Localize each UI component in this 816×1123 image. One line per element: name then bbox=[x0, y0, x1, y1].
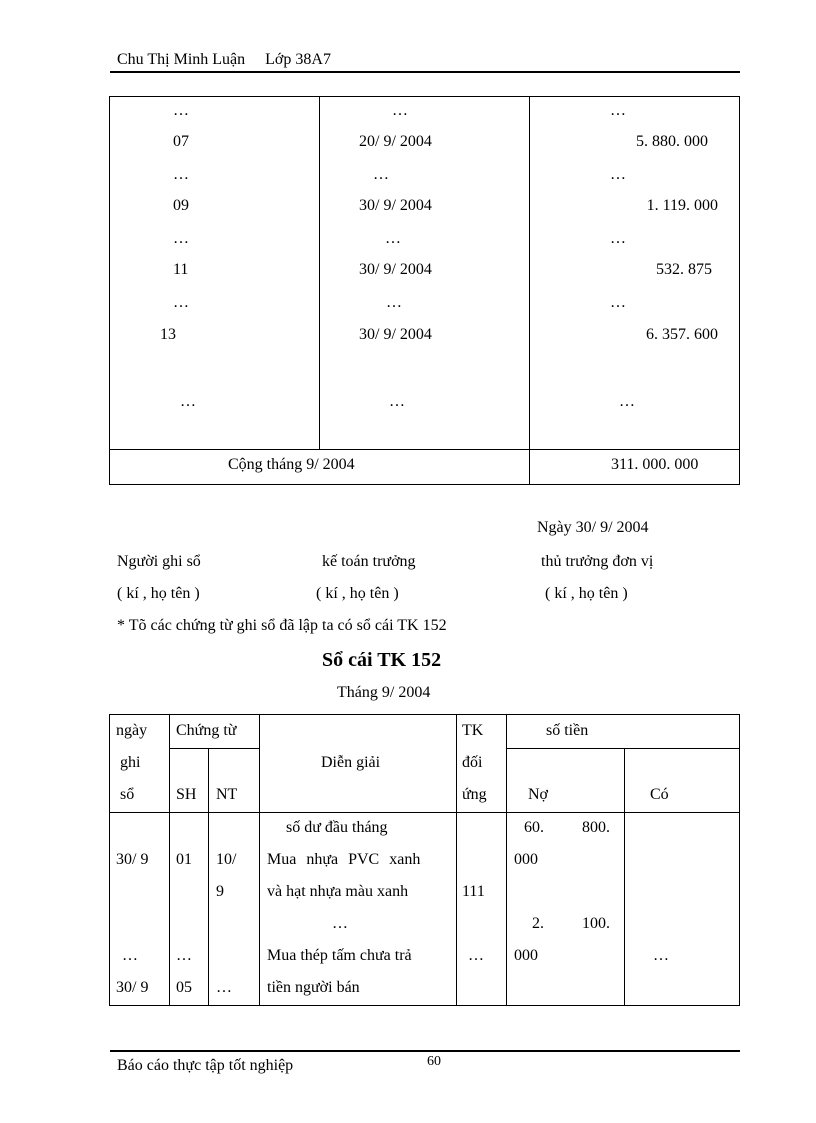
header-divider bbox=[110, 71, 740, 73]
entry-nt: 10/ bbox=[216, 851, 237, 868]
sign-note: ( kí , họ tên ) bbox=[545, 585, 628, 602]
row-divider bbox=[169, 748, 259, 749]
table-cell: 1. 119. 000 bbox=[646, 197, 718, 214]
ledger-title: Sổ cái TK 152 bbox=[322, 649, 442, 671]
entry-tk: 111 bbox=[462, 883, 485, 900]
table-cell: … bbox=[610, 102, 626, 119]
column-divider bbox=[259, 715, 260, 1006]
page-header bbox=[117, 50, 331, 70]
ledger-note: * Tõ các chứng từ ghi sổ đã lập ta có sổ cái TK 152 bbox=[117, 617, 447, 634]
table-cell: … bbox=[610, 294, 626, 311]
page-number: 60 bbox=[427, 1054, 441, 1069]
table-cell: 5. 880. 000 bbox=[636, 133, 708, 150]
entry-description: tiền người bán bbox=[267, 979, 360, 996]
head-of-unit-label: thủ trưởng đơn vị bbox=[541, 553, 654, 570]
table-cell: … bbox=[180, 393, 196, 410]
entry-description: Mua thép tấm chưa trả bbox=[267, 947, 412, 964]
header-debit: Nợ bbox=[528, 786, 549, 803]
header-credit: Có bbox=[650, 786, 669, 803]
column-divider bbox=[506, 715, 507, 1006]
entry-sh: 01 bbox=[176, 851, 192, 868]
table-cell: 532. 875 bbox=[656, 261, 712, 278]
table-cell: … bbox=[389, 393, 405, 410]
header-amount: số tiền bbox=[546, 722, 589, 739]
total-label: Cộng tháng 9/ 2004 bbox=[228, 456, 355, 473]
table-cell: … bbox=[173, 102, 189, 119]
table-cell: … bbox=[386, 294, 402, 311]
column-divider bbox=[169, 715, 170, 1006]
chief-accountant-label: kế toán trưởng bbox=[322, 553, 416, 570]
table-cell: … bbox=[610, 166, 626, 183]
sign-note: ( kí , họ tên ) bbox=[117, 585, 200, 602]
header-description: Diễn giải bbox=[321, 754, 381, 771]
table-cell: … bbox=[173, 230, 189, 247]
amount-part: 000 bbox=[514, 947, 538, 964]
entry-sh: 05 bbox=[176, 979, 192, 996]
table-cell: 30/ 9/ 2004 bbox=[359, 197, 432, 214]
header-tk: ứng bbox=[462, 786, 487, 803]
header-date: sổ bbox=[120, 786, 135, 803]
header-voucher: Chứng từ bbox=[176, 722, 237, 739]
entry-description bbox=[267, 850, 449, 870]
table-cell: 30/ 9/ 2004 bbox=[359, 261, 432, 278]
table-cell: … bbox=[173, 166, 189, 183]
table-cell: … bbox=[373, 166, 389, 183]
header-sh: SH bbox=[176, 786, 197, 803]
table-cell: … bbox=[385, 230, 401, 247]
recorder-label: Người ghi sổ bbox=[117, 553, 201, 570]
table-cell: 30/ 9/ 2004 bbox=[359, 326, 432, 343]
author-name: Chu Thị Minh Luận bbox=[117, 51, 246, 68]
table-cell: 13 bbox=[160, 326, 176, 343]
table-cell: 6. 357. 600 bbox=[646, 326, 718, 343]
table-cell: … bbox=[610, 230, 626, 247]
footer-report-title: Báo cáo thực tập tốt nghiệp bbox=[117, 1057, 294, 1074]
amount-part: 60. bbox=[524, 819, 544, 836]
row-divider bbox=[110, 812, 740, 813]
row-divider bbox=[110, 449, 739, 450]
row-divider bbox=[506, 748, 740, 749]
entry-date: 30/ 9 bbox=[116, 851, 149, 868]
column-divider bbox=[208, 748, 209, 1006]
amount-part: 2. bbox=[532, 915, 544, 932]
entry-description: … bbox=[332, 915, 348, 932]
column-divider bbox=[319, 97, 320, 450]
table-cell: … bbox=[619, 393, 635, 410]
entry-credit: … bbox=[653, 947, 669, 964]
header-nt: NT bbox=[216, 786, 238, 803]
column-divider bbox=[529, 449, 530, 485]
entry-description: và hạt nhựa màu xanh bbox=[267, 883, 409, 900]
voucher-table bbox=[109, 96, 740, 485]
class-name: Lớp 38A7 bbox=[265, 51, 331, 68]
amount-part: 100. bbox=[582, 915, 610, 932]
ledger-table bbox=[109, 714, 740, 1006]
entry-date: … bbox=[122, 947, 138, 964]
entry-nt: 9 bbox=[216, 883, 224, 900]
header-tk: đối bbox=[462, 754, 483, 771]
entry-sh: … bbox=[176, 947, 192, 964]
entry-tk: … bbox=[468, 947, 484, 964]
header-date: ngày bbox=[116, 722, 148, 739]
header-date: ghi bbox=[120, 754, 141, 771]
table-cell: … bbox=[392, 102, 408, 119]
column-divider bbox=[529, 97, 530, 450]
opening-balance-label: số dư đầu tháng bbox=[286, 819, 388, 836]
entry-nt: … bbox=[216, 979, 232, 996]
total-value: 311. 000. 000 bbox=[611, 456, 699, 473]
table-cell: 09 bbox=[173, 197, 189, 214]
description-text: Mua nhựa PVC xanh bbox=[267, 851, 421, 868]
table-cell: 07 bbox=[173, 133, 189, 150]
amount-part: 800. bbox=[582, 819, 610, 836]
sign-note: ( kí , họ tên ) bbox=[316, 585, 399, 602]
table-cell: 11 bbox=[173, 261, 189, 278]
footer-divider bbox=[110, 1050, 740, 1052]
table-cell: 20/ 9/ 2004 bbox=[359, 133, 432, 150]
amount-part: 000 bbox=[514, 851, 538, 868]
header-tk: TK bbox=[462, 722, 484, 739]
column-divider bbox=[624, 748, 625, 1006]
ledger-subtitle: Tháng 9/ 2004 bbox=[337, 684, 431, 701]
table-cell: … bbox=[173, 294, 189, 311]
column-divider bbox=[456, 715, 457, 1006]
entry-date: 30/ 9 bbox=[116, 979, 149, 996]
sign-date: Ngày 30/ 9/ 2004 bbox=[537, 519, 649, 536]
